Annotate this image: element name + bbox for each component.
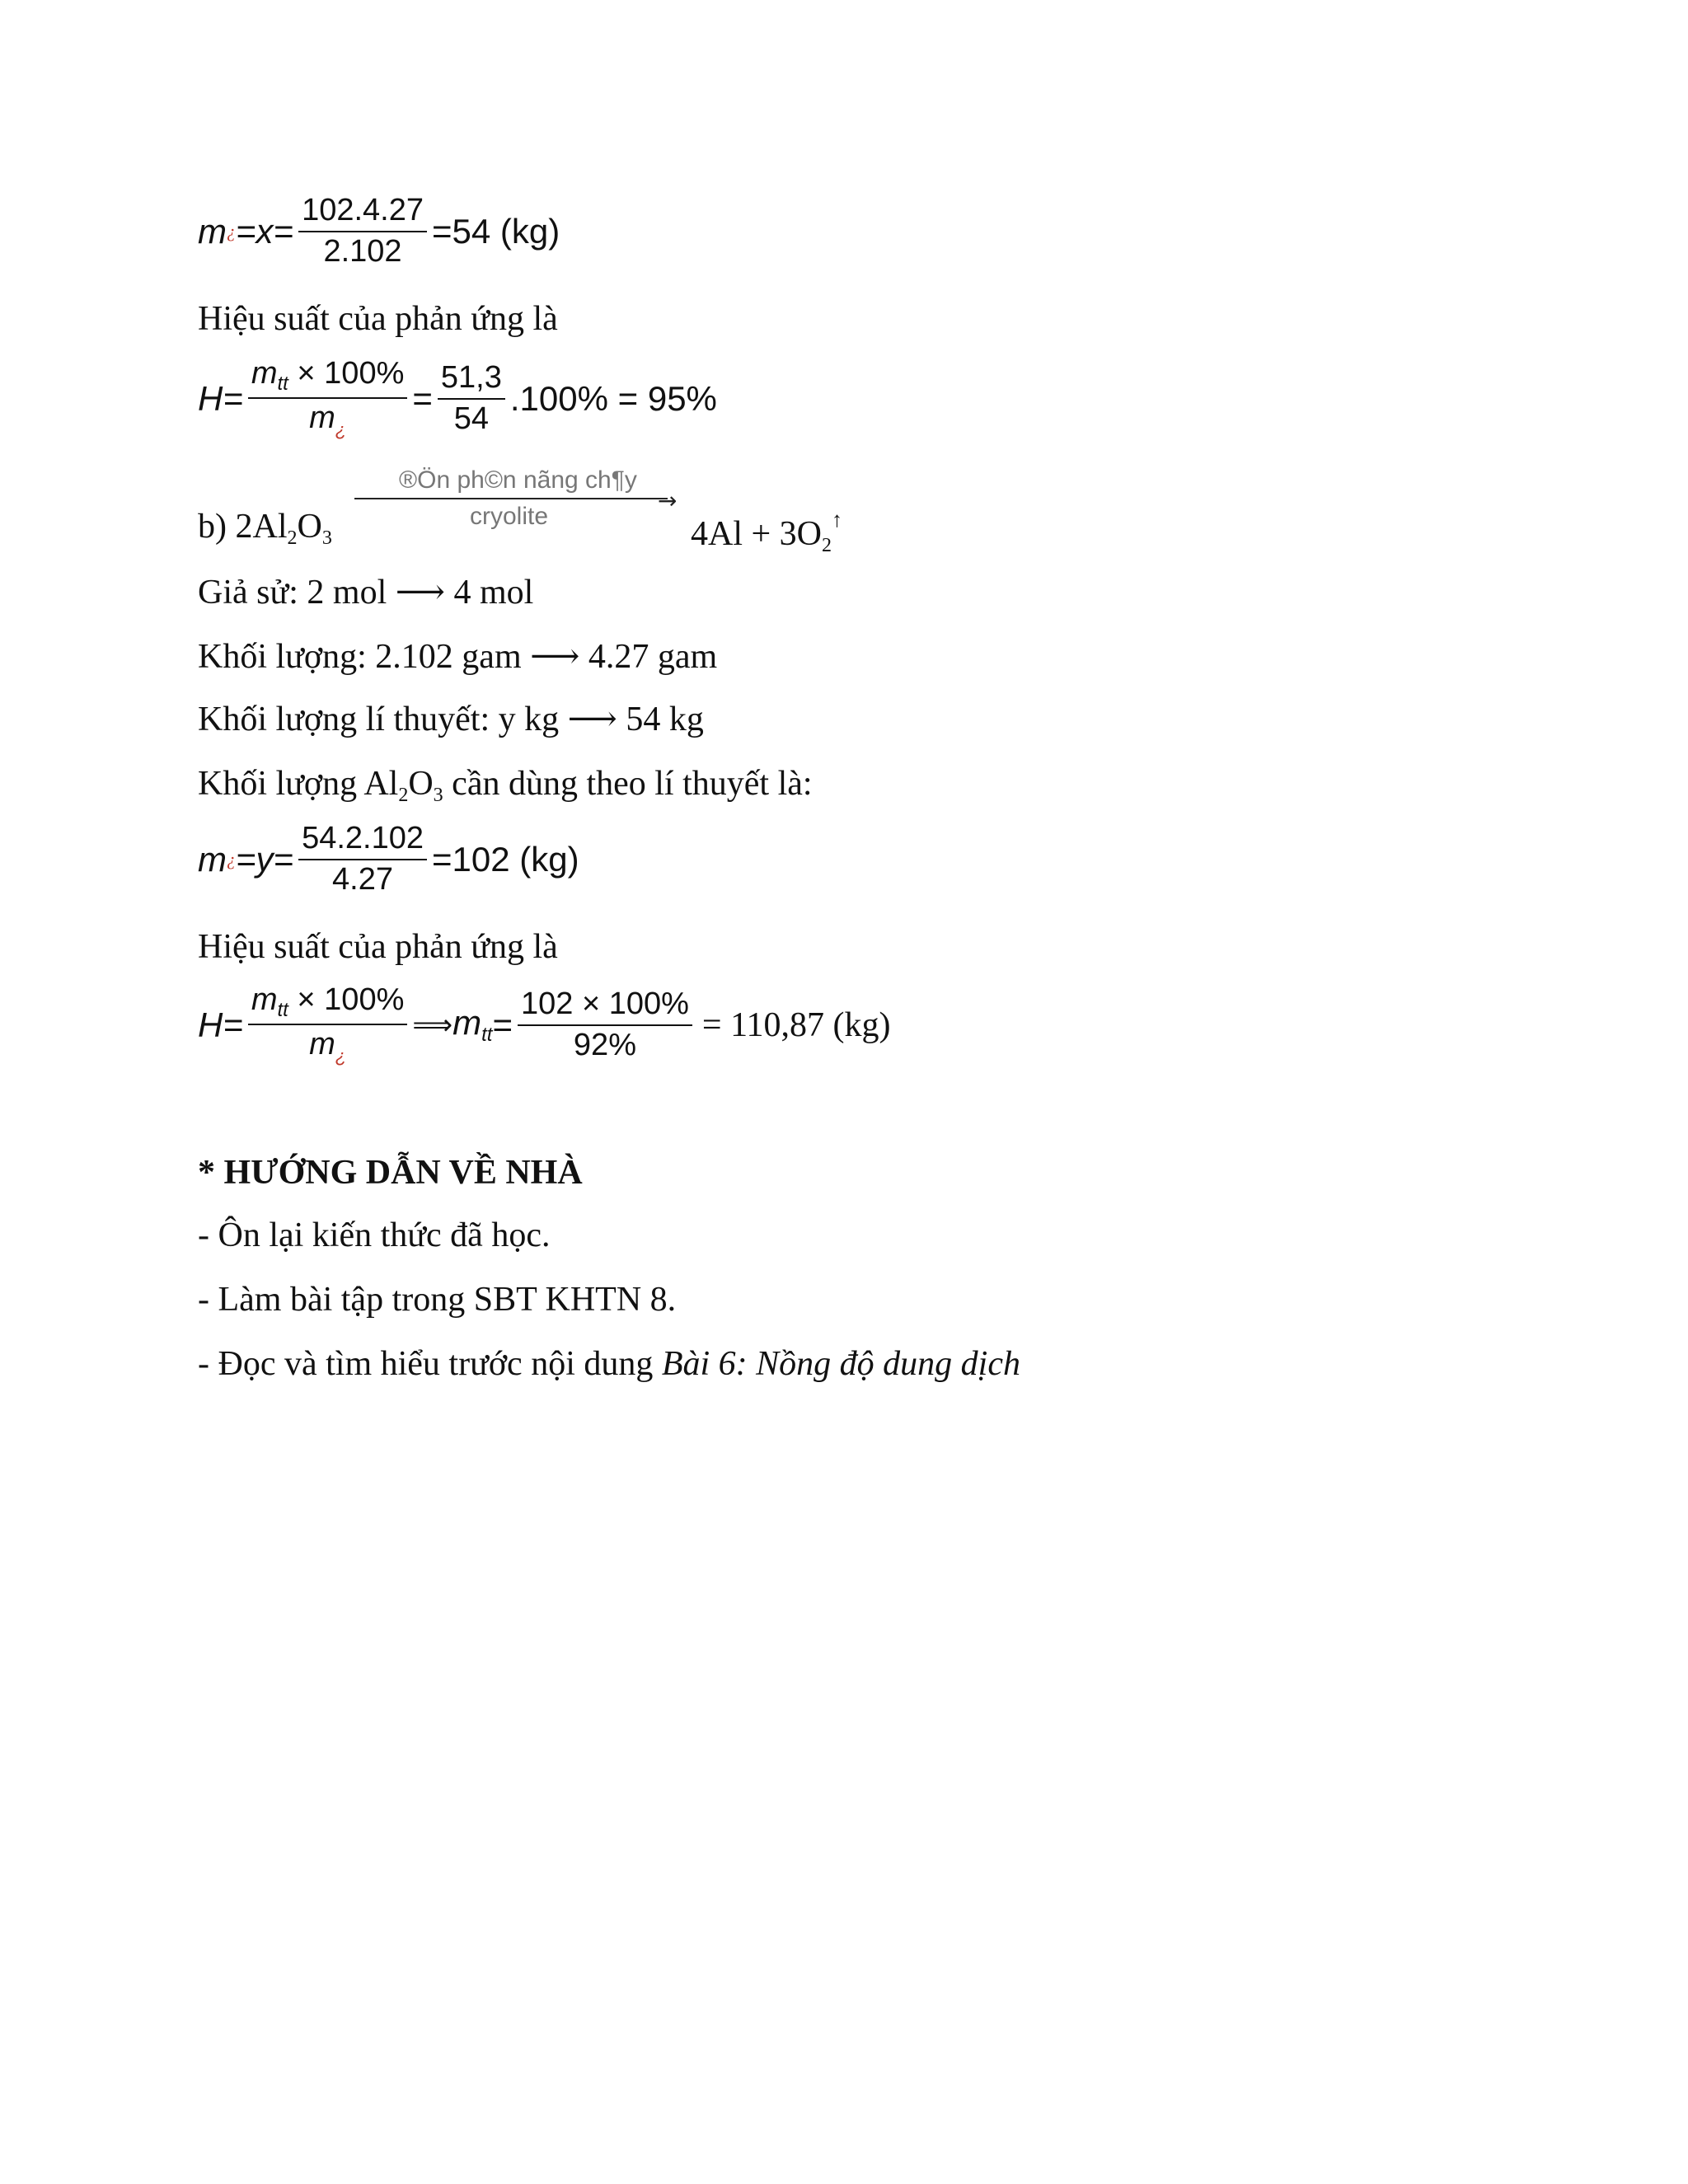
equation-efficiency-a	[198, 358, 717, 439]
equation-efficiency-b	[198, 984, 891, 1066]
arrow-head-icon: →	[658, 487, 678, 514]
text-khoi-luong-li-thuyet: Khối lượng lí thuyết: y kg ⟶ 54 kg	[198, 701, 704, 738]
arrow-condition-top: ®Ön ph©n nãng ch¶y	[399, 466, 637, 494]
var-m-tt: $m_{tt}$	[452, 1003, 493, 1047]
equals: =	[492, 1005, 513, 1044]
subscript-mark: ¿	[227, 848, 236, 869]
denominator: 2.102	[323, 233, 402, 269]
fraction	[298, 823, 427, 897]
gas-arrow-icon: ↑	[832, 508, 843, 532]
arrow-line	[354, 498, 668, 499]
equals-y: =y=	[236, 839, 294, 879]
equation-mass-theory-y	[198, 823, 579, 897]
text-hieu-suat-1: Hiệu suất của phản ứng là	[198, 300, 558, 338]
implies-icon: ⟹	[412, 1008, 453, 1042]
equals-x: =x=	[236, 211, 294, 251]
numerator: 102.4.27	[298, 194, 427, 232]
result: .100% = 95%	[509, 378, 717, 418]
var-m: m	[198, 839, 227, 879]
denominator: 92%	[573, 1027, 636, 1062]
fraction-efficiency	[248, 984, 408, 1066]
equals: =	[412, 378, 433, 418]
var-h: H=	[198, 378, 243, 418]
numerator: $m_{tt} \times 100\%$	[248, 358, 408, 399]
denominator: 4.27	[332, 861, 393, 897]
reaction-products: $4Al + 3O_2^↑$	[691, 508, 843, 556]
text-khoi-luong: Khối lượng: 2.102 gam ⟶ 4.27 gam	[198, 638, 718, 676]
arrow-condition-bottom: cryolite	[470, 503, 549, 530]
homework-item-2: - Làm bài tập trong SBT KHTN 8.	[198, 1281, 677, 1319]
result: =102 (kg)	[431, 839, 579, 879]
numerator: $m_{tt} \times 100\%$	[248, 984, 408, 1025]
lesson-title: Bài 6: Nồng độ dung dịch	[661, 1345, 1020, 1383]
fraction	[298, 194, 427, 269]
homework-item-3: - Đọc và tìm hiểu trước nội dung Bài 6: Nồng độ dung dịch	[198, 1345, 1020, 1383]
result: = 110,87 (kg)	[701, 1005, 891, 1044]
reaction-arrow	[354, 466, 684, 541]
homework-heading: * HƯỚNG DẪN VỀ NHÀ	[198, 1154, 583, 1192]
reaction-reactant: b) $2Al_2O_3$	[198, 508, 332, 549]
text-khoi-luong-al2o3: Khối lượng $Al_2O_3$ cần dùng theo lí thuyết là:	[198, 765, 813, 806]
fraction-efficiency	[248, 358, 408, 439]
text-hieu-suat-2: Hiệu suất của phản ứng là	[198, 928, 558, 966]
fraction-value	[438, 359, 505, 436]
fraction-value	[518, 988, 692, 1062]
denominator: $m_¿$	[309, 401, 347, 441]
denominator: 54	[453, 401, 490, 436]
subscript-mark: ¿	[227, 220, 236, 241]
numerator: 51,3	[438, 362, 505, 400]
numerator: 102 × 100%	[518, 988, 692, 1026]
equation-mass-theory-x	[198, 194, 560, 269]
var-h: H=	[198, 1005, 243, 1044]
numerator: 54.2.102	[298, 823, 427, 860]
result: =54 (kg)	[431, 211, 560, 251]
var-m: m	[198, 211, 227, 251]
homework-item-1: - Ôn lại kiến thức đã học.	[198, 1216, 551, 1254]
denominator: $m_¿$	[309, 1027, 347, 1067]
text-gia-su: Giả sử: 2 mol ⟶ 4 mol	[198, 574, 534, 612]
